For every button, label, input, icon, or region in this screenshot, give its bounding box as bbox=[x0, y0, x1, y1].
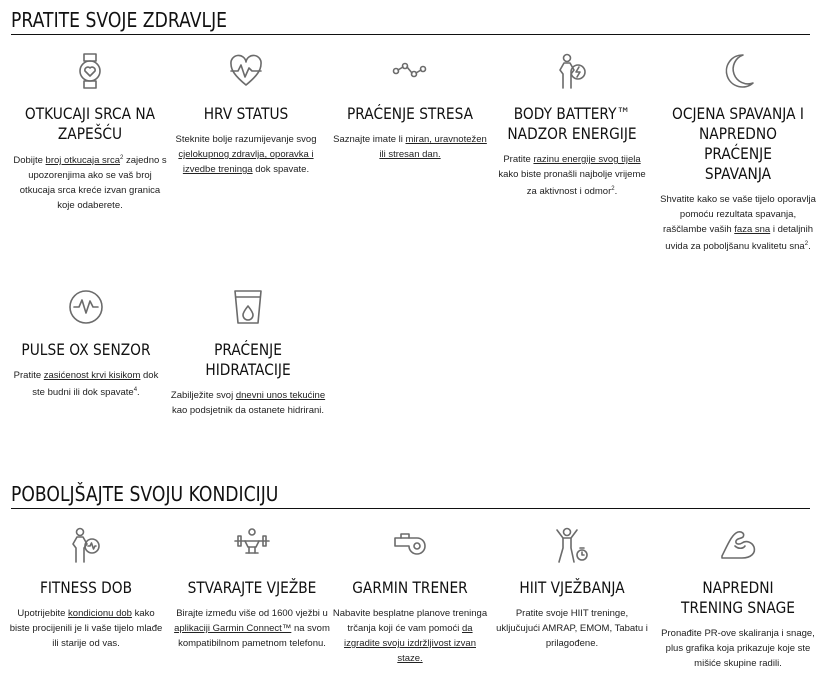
feature-description bbox=[170, 388, 326, 418]
feature-title: GARMIN TRENER bbox=[352, 578, 468, 597]
inline-link[interactable]: razinu energije svog tijela bbox=[533, 154, 641, 165]
description-text: dok ste budni ili dok spavate bbox=[32, 370, 159, 399]
inline-link[interactable]: faza sna bbox=[734, 224, 771, 235]
feature-strength-training bbox=[660, 526, 816, 671]
inline-link[interactable]: aplikaciji Garmin Connect™ bbox=[174, 623, 292, 634]
description-text: Pratite svoje HIIT treninge, uključujući AMRAP, EMOM, Tabatu i prilagođene. bbox=[496, 608, 648, 649]
fitness-age-icon bbox=[67, 526, 105, 564]
feature-hiit-workouts bbox=[494, 526, 650, 651]
feature-title: NAPREDNI TRENING SNAGE bbox=[681, 578, 795, 617]
feature-garmin-coach bbox=[332, 526, 488, 666]
description-text: Saznajte imate li bbox=[333, 134, 406, 145]
description-text: Pratite bbox=[503, 154, 534, 165]
feature-title: STVARAJTE VJEŽBE bbox=[187, 578, 317, 597]
description-text: . bbox=[137, 387, 140, 399]
feature-pulse-ox bbox=[8, 288, 164, 400]
section-divider bbox=[11, 34, 810, 35]
feature-body-battery bbox=[494, 52, 650, 199]
feature-hydration bbox=[170, 288, 326, 418]
feature-description bbox=[12, 151, 168, 213]
feature-description bbox=[168, 132, 324, 177]
whistle-icon bbox=[391, 526, 429, 564]
workout-barbell-icon bbox=[233, 526, 271, 564]
feature-description bbox=[494, 606, 650, 651]
inline-link[interactable]: kondicionu dob bbox=[68, 608, 132, 619]
inline-link[interactable]: cjelokupnog zdravlja, oporavka i izvedbe treninga bbox=[178, 149, 314, 175]
feature-title: OCJENA SPAVANJA I NAPREDNO PRAĆENJE SPAVANJA bbox=[672, 104, 804, 183]
footnote-marker: 2 bbox=[120, 155, 124, 161]
description-text: na svom kompatibilnom pametnom telefonu. bbox=[178, 623, 330, 649]
description-text: . bbox=[808, 241, 811, 253]
feature-create-workouts bbox=[174, 526, 330, 651]
description-text: Pronađite PR-ove skaliranja i snage, plus grafika koja prikazuje koje ste mišiće skupine radili. bbox=[661, 628, 815, 669]
hiit-timer-icon bbox=[553, 526, 591, 564]
feature-wrist-heart-rate bbox=[12, 52, 168, 213]
feature-title: PRAĆENJE HIDRATACIJE bbox=[205, 340, 291, 379]
hrv-heart-icon bbox=[227, 52, 265, 90]
description-text: dok spavate. bbox=[252, 164, 310, 175]
inline-link[interactable]: dnevni unos tekućine bbox=[235, 390, 326, 401]
feature-description bbox=[8, 368, 164, 400]
section-divider bbox=[11, 508, 810, 509]
description-text: kako biste procijenili je li vaše tijelo mlađe ili starije od vas. bbox=[9, 608, 163, 649]
description-text: Pratite bbox=[13, 370, 44, 381]
description-text: kako biste pronašli najbolje vrijeme za aktivnost i odmor bbox=[498, 169, 646, 198]
feature-description bbox=[494, 152, 650, 199]
inline-link[interactable]: zasićenost krvi kisikom bbox=[43, 370, 141, 381]
description-text: Nabavite besplatne planove treninga trčanja koji će vam pomoći bbox=[332, 608, 488, 634]
stress-wave-icon bbox=[391, 52, 429, 90]
inline-link[interactable]: broj otkucaja srca bbox=[45, 155, 120, 167]
description-text: Steknite bolje razumijevanje svog bbox=[175, 134, 317, 145]
feature-sleep-score bbox=[660, 52, 816, 254]
feature-stress-tracking bbox=[332, 52, 488, 162]
feature-description bbox=[332, 132, 488, 162]
feature-title: PULSE OX SENZOR bbox=[21, 340, 151, 359]
feature-description bbox=[8, 606, 164, 651]
footnote-marker: 4 bbox=[133, 387, 138, 393]
feature-title: OTKUCAJI SRCA NA ZAPEŠĆU bbox=[24, 104, 156, 143]
moon-icon bbox=[719, 52, 757, 90]
description-text: Upotrijebite bbox=[17, 608, 69, 619]
feature-title: PRAĆENJE STRESA bbox=[347, 104, 473, 123]
description-text: i detaljnih uvida za poboljšanu kvalitetu sna bbox=[665, 224, 813, 253]
description-text: Birajte između više od 1600 vježbi u bbox=[176, 608, 328, 619]
feature-title: HRV STATUS bbox=[203, 104, 289, 123]
feature-description bbox=[332, 606, 488, 666]
section-title-fitness: POBOLJŠAJTE SVOJU KONDICIJU bbox=[11, 482, 279, 506]
feature-fitness-age bbox=[8, 526, 164, 651]
description-text: Zabilježite svoj bbox=[170, 390, 236, 401]
hydration-glass-icon bbox=[229, 288, 267, 326]
description-text: Dobijte bbox=[13, 155, 46, 167]
feature-description bbox=[174, 606, 330, 651]
feature-description bbox=[660, 192, 816, 254]
pulse-ox-icon bbox=[67, 288, 105, 326]
feature-title: HIIT VJEŽBANJA bbox=[519, 578, 625, 597]
description-text: kao podsjetnik da ostanete hidrirani. bbox=[171, 405, 325, 416]
footnote-marker: 2 bbox=[804, 241, 809, 247]
body-battery-icon bbox=[553, 52, 591, 90]
flexed-arm-icon bbox=[719, 526, 757, 564]
description-text: . bbox=[614, 186, 618, 198]
section-title-health: PRATITE SVOJE ZDRAVLJE bbox=[11, 8, 228, 32]
description-text: Shvatite kako se vaše tijelo oporavlja pomoću rezultata spavanja, raščlambe vaših bbox=[660, 194, 816, 235]
inline-link[interactable]: miran, uravnotežen ili stresan dan. bbox=[379, 134, 487, 160]
description-text: zajedno s upozorenjima ako se vaš broj otkucaja srca kreće izvan granica koje odaberete. bbox=[19, 155, 167, 212]
watch-heart-icon bbox=[71, 52, 109, 90]
feature-title: FITNESS DOB bbox=[39, 578, 133, 597]
feature-description bbox=[660, 626, 816, 671]
footnote-marker: 2 bbox=[611, 186, 615, 192]
feature-hrv-status bbox=[168, 52, 324, 177]
inline-link[interactable]: da izgradite svoju izdržljivost izvan staze. bbox=[344, 623, 476, 664]
feature-title: BODY BATTERY™ NADZOR ENERGIJE bbox=[507, 104, 637, 143]
